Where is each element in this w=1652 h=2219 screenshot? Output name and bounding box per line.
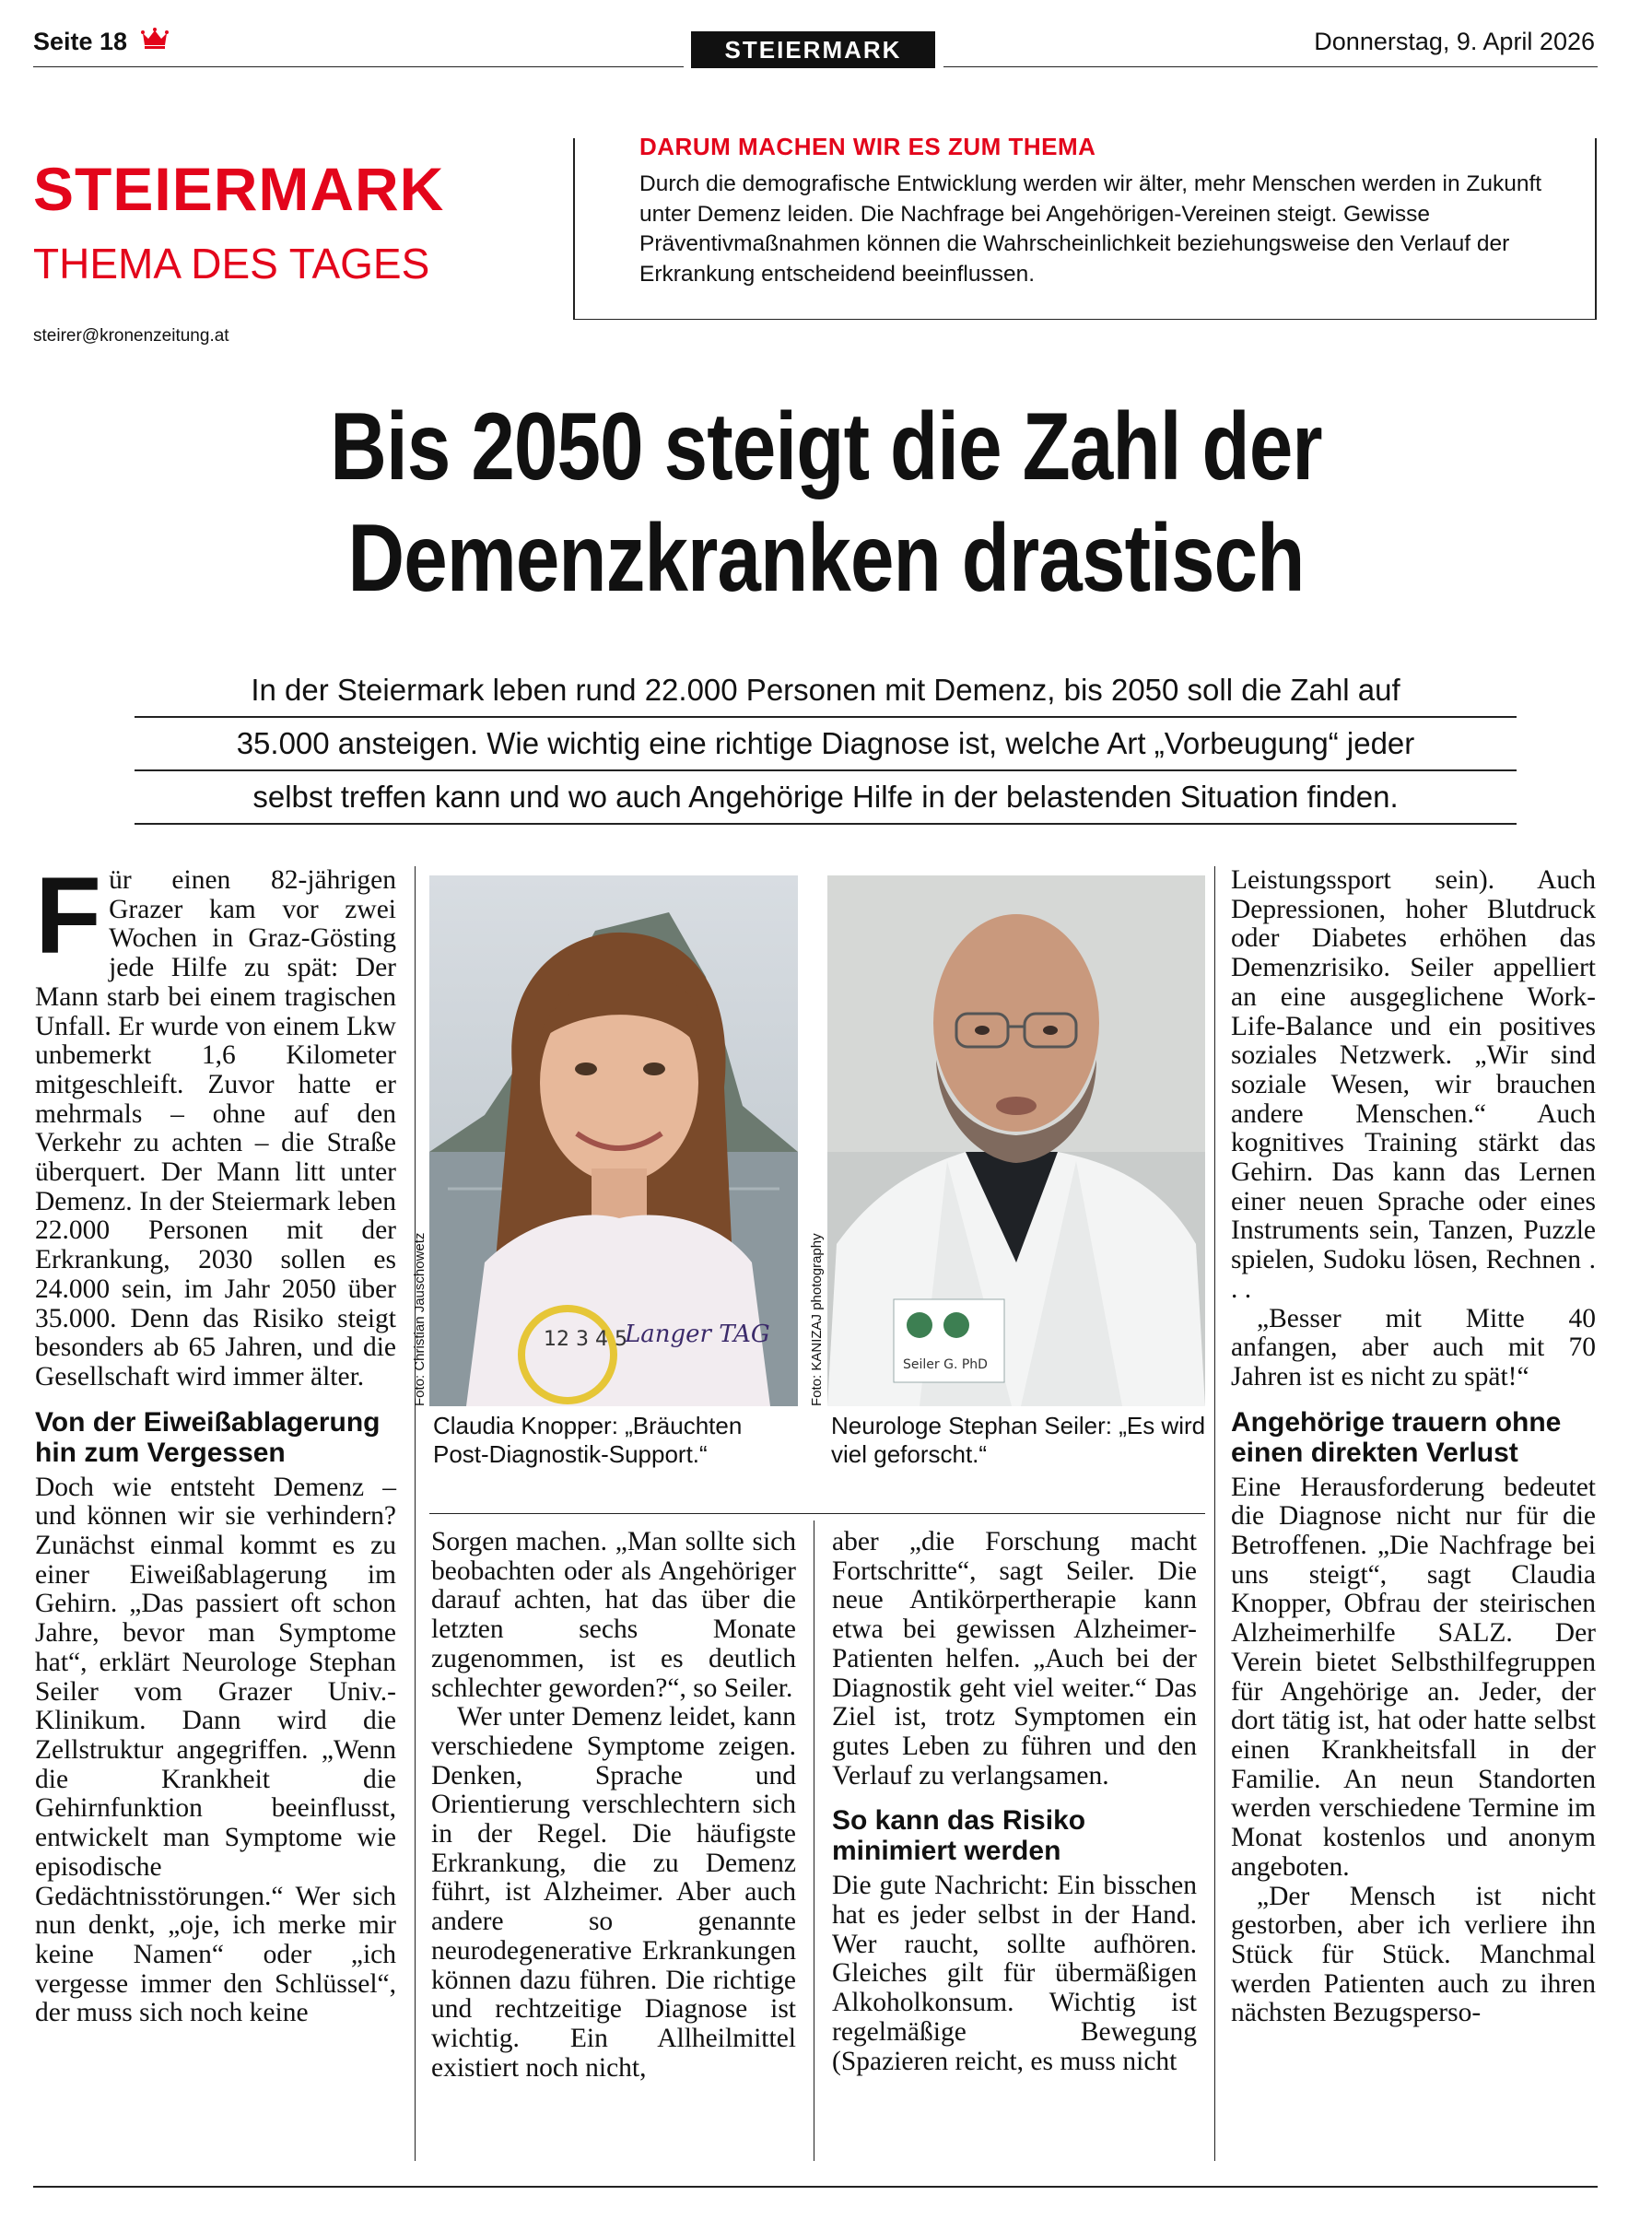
photo-credit-left: Foto: Christian Jauschowetz xyxy=(412,1232,428,1406)
shirt-clock-digits: 12 3 4 5 xyxy=(544,1328,627,1351)
caption-left: Claudia Knopper: „Bräuchten Post-Diagnostik-Support.“ xyxy=(433,1412,743,1468)
col4-paragraph-2: „Besser mit Mitte 40 anfangen, aber auch mit 70 Jahren ist es nicht zu spät!“ xyxy=(1231,1303,1596,1391)
col1-paragraph-1: ür einen 82-jährigen Grazer kam vor zwei Wochen in Graz-Gösting jede Hilfe zu spät: Der Mann starb bei einem tragischen Unfall. Er wurde von einem Lkw unbemerkt 1,6 Kilometer mitgeschleift. Zuvor hatte er mehrmals – ohne auf den Verkehr zu achten – die Straße überquert. Der Mann litt unter Demenz. In der Steiermark leben 22.000 Personen mit der Erkrankung, 2030 sollen es 24.000 sein, im Jahr 2050 über 35.000. Denn das Risiko steigt besonders ab 65 Jahren, und die Gesellschaft wird immer älter. xyxy=(35,865,396,1391)
photo-credit-right: Foto: KANIZAJ photography xyxy=(809,1233,825,1406)
header-bottom-rule xyxy=(573,319,1597,320)
photo-claudia-knopper xyxy=(429,875,798,1406)
headline-line-2: Demenzkranken drastisch xyxy=(347,505,1305,612)
col2-paragraph-2: Wer unter Demenz leidet, kann verschiedene Symptome zeigen. Denken, Sprache und Orientierung verschlechtern sich in der Regel. Die häufigste Erkrankung, die zu Demenz führt, ist Alzheimer. Aber auch andere so genannte neurodegenerative Erkrankungen können dazu führen. Die richtige und rechtzeitige Diagnose ist wichtig. Ein Allheilmittel existiert noch nicht, xyxy=(431,1702,796,2083)
top-rule-right xyxy=(943,66,1598,67)
lead-rule-3 xyxy=(135,823,1517,825)
section-title: STEIERMARK xyxy=(33,155,445,223)
col3-paragraph-1: aber „die Forschung macht Fortschritte“, sagt Seiler. Die neue Antikörpertherapie kann etwa bei gewissen Alzheimer-Patienten helfen. „Auch bei der Diagnostik geht viel weiter.“ Das Ziel ist, trotz Symptomen ein gutes Leben zu führen und den Verlauf zu verlangsamen. xyxy=(832,1527,1197,1790)
col4-paragraph-3: Eine Herausforderung bedeutet die Diagnose nicht nur für die Betroffenen. „Die Nachfrage bei uns steigt“, sagt Claudia Knopper, Obfrau der steirischen Alzheimerhilfe SALZ. Der Verein bietet Selbsthilfegruppen für Angehörige an. Jeder, der dort tätig ist, hat oder hatte selbst einen Krankheitsfall in der Familie. An neun Standorten werden verschiedene Termine im Monat kostenlos und anonym angeboten. xyxy=(1231,1472,1596,1882)
contact-email: steirer@kronenzeitung.at xyxy=(33,326,229,346)
lead-line-3: selbst treffen kann und wo auch Angehörige Hilfe in der belastenden Situation finden. xyxy=(252,780,1399,814)
caption-right: Neurologe Stephan Seiler: „Es wird viel geforscht.“ xyxy=(831,1412,1206,1468)
caption-rule xyxy=(429,1513,1205,1514)
crown-icon xyxy=(141,28,169,50)
column-divider-1 xyxy=(415,866,416,2161)
col1-subhead: Von der Eiweißablagerung hin zum Vergessen xyxy=(35,1406,381,1468)
col3-paragraph-2: Die gute Nachricht: Ein bisschen hat es jeder selbst in der Hand. Wer raucht, sollte aufhören. Gleiches gilt für übermäßigen Alkoholkonsum. Wichtig ist regelmäßige Bewegung (Spazieren reicht, es muss nicht xyxy=(832,1871,1197,2076)
column-3 xyxy=(832,1528,1197,2076)
photo-stephan-seiler xyxy=(827,875,1205,1406)
shirt-text: Langer TAG xyxy=(625,1321,770,1348)
col4-subhead: Angehörige trauern ohne einen direkten Verlust xyxy=(1231,1406,1562,1468)
lead-line-1: In der Steiermark leben rund 22.000 Personen mit Demenz, bis 2050 soll die Zahl auf xyxy=(251,673,1400,707)
col4-paragraph-4: „Der Mensch ist nicht gestorben, aber ich verliere ihn Stück für Stück. Manchmal werden Patienten auch zu ihren nächsten Bezugsperso- xyxy=(1231,1881,1596,2028)
column-1 xyxy=(35,855,396,2028)
col1-paragraph-2: Doch wie entsteht Demenz – und können wir sie verhindern? Zunächst einmal kommt es zu einer Eiweißablagerung im Gehirn. „Das passiert oft schon Jahre, bevor man Symptome hat“, erklärt Neurologe Stephan Seiler vom Grazer Univ.-Klinikum. Dann wird die Zellstruktur angegriffen. „Wenn die Krankheit die Gehirnfunktion beeinflusst, entwickelt man Symptome wie episodische Gedächtnisstörungen.“ Wer sich nun denkt, „oje, ich merke mir keine Namen“ oder „ich vergesse immer den Schlüssel“, der muss sich noch keine xyxy=(35,1472,396,2028)
column-divider-3 xyxy=(1214,866,1215,2161)
col3-subhead: So kann das Risiko minimiert werden xyxy=(832,1805,1086,1867)
header-divider xyxy=(573,138,575,319)
headline xyxy=(194,392,1459,615)
why-box-text: Durch die demografische Entwicklung werden wir älter, mehr Menschen werden in Zukunft unter Demenz leiden. Die Nachfrage bei Angehörigen-Vereinen steigt. Gewisse Präventivmaßnahmen können die Wahrscheinlichkeit beziehungsweise den Verlauf der Erkrankung entscheidend beeinflussen. xyxy=(639,171,1542,287)
column-4 xyxy=(1231,866,1596,2028)
col4-paragraph-1: Leistungssport sein). Auch Depressionen, hoher Blutdruck oder Diabetes erhöhen das Demenzrisiko. Seiler appelliert an eine ausgeglichene Work-Life-Balance und ein positives soziales Netzwerk. „Wir sind soziale Wesen, wir brauchen andere Menschen.“ Auch kognitives Training stärkt das Gehirn. Das kann das Lernen einer neuen Sprache oder eines Instruments sein, Tanzen, Puzzle spielen, Sudoku lösen, Rechnen . . . xyxy=(1231,865,1596,1304)
bottom-rule xyxy=(33,2186,1598,2188)
section-subtitle: THEMA DES TAGES xyxy=(33,240,430,288)
lead-line-2: 35.000 ansteigen. Wie wichtig eine richtige Diagnose ist, welche Art „Vorbeugung“ jeder xyxy=(236,726,1415,760)
column-2 xyxy=(431,1528,796,2083)
headline-line-1: Bis 2050 steigt die Zahl der xyxy=(330,393,1322,500)
why-box-title: DARUM MACHEN WIR ES ZUM THEMA xyxy=(639,133,1096,160)
header-divider-right xyxy=(1595,138,1597,319)
page-number: Seite 18 xyxy=(33,28,128,55)
badge-text: Seiler G. PhD xyxy=(903,1357,988,1372)
portrait-man xyxy=(827,875,1205,1406)
lead-rule-2 xyxy=(135,769,1517,771)
portrait-woman xyxy=(429,875,798,1406)
lead-rule-1 xyxy=(135,716,1517,718)
col2-paragraph-1: Sorgen machen. „Man sollte sich beobachten oder als Angehöriger darauf achten, hat das über die letzten sechs Monate zugenommen, ist es deutlich schlechter geworden?“, so Seiler. xyxy=(431,1527,796,1703)
section-tag: STEIERMARK xyxy=(691,31,935,68)
issue-date: Donnerstag, 9. April 2026 xyxy=(1314,28,1595,55)
top-rule-left xyxy=(33,66,684,67)
drop-cap: F xyxy=(35,855,102,977)
